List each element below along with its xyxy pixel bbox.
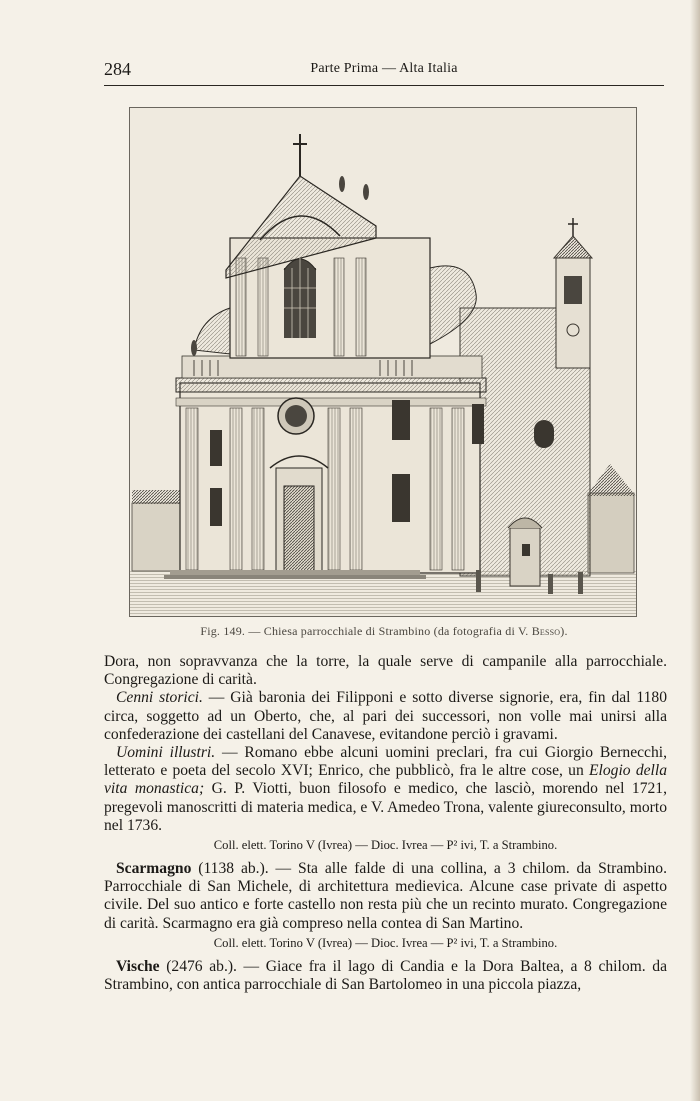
header-rule xyxy=(104,85,664,86)
text-cenni-storici: — Già baronia dei Filipponi e sotto diverse signorie, era, fin dal 1180 circa, soggetto ad un Oberto, che, al pari dei successori, non volle mai unirsi alla confederazione dei castellani del Canavese, evitandone perciò i gravami. xyxy=(104,689,667,743)
page-header xyxy=(104,57,664,85)
paragraph-cenni-storici xyxy=(104,689,667,744)
paragraph-uomini-illustri xyxy=(104,744,667,835)
text-scarmagno: (1138 ab.). — Sta alle falde di una collina, a 3 chilom. da Strambino. Parrocchiale di San Michele, di architettura medievica. Alcune case private di aspetto civile. Del suo antico e forte castello non resta più che un recinto murato. Congregazione di carità. Scarmagno era già compreso nella contea di San Martino. xyxy=(104,860,667,932)
body-text xyxy=(104,653,667,994)
heading-scarmagno: Scarmagno xyxy=(116,860,192,878)
paragraph-scarmagno xyxy=(104,860,667,933)
heading-cenni-storici: Cenni storici. xyxy=(116,689,203,707)
text-vische: (2476 ab.). — Giace fra il lago di Candia e la Dora Baltea, a 8 chilom. da Strambino, con antica parrocchiale di San Bartolomeo in una piccola piazza, xyxy=(104,957,667,994)
heading-vische: Vische xyxy=(116,957,160,975)
paragraph-dora: Dora, non sopravvanza che la torre, la quale serve di campanile alla parrocchiale. Congregazione di carità. xyxy=(104,653,667,689)
paragraph-vische xyxy=(104,958,667,994)
binding-shadow xyxy=(690,0,700,1101)
heading-uomini-illustri: Uomini illustri. xyxy=(116,744,216,762)
caption-prefix: Fig. 149. — Chiesa parrocchiale di Strambino (da fotografia di V. xyxy=(200,624,532,638)
running-title: Parte Prima — Alta Italia xyxy=(310,61,458,76)
reference-line-2: Coll. elett. Torino V (Ivrea) — Dioc. Ivrea — P² ivi, T. a Strambino. xyxy=(213,935,558,950)
page-number: 284 xyxy=(104,59,131,79)
church-engraving xyxy=(129,107,637,617)
book-title-elogio: Elogio della vita monastica; xyxy=(104,762,667,798)
church-illustration xyxy=(130,108,636,616)
text-uomini-a: — Romano ebbe alcuni uomini preclari, fra cui Giorgio Bernecchi, letterato e poeta del secolo XVI; Enrico, che pubblicò, fra le altre cose, un xyxy=(104,744,667,780)
caption-suffix: ). xyxy=(560,624,568,638)
text-uomini-b: G. P. Viotti, buon filosofo e medico, che lasciò, morendo nel 1721, pregevoli manoscritti di materia medica, e V. Amedeo Trona, valente giureconsulto, morto nel 1736. xyxy=(104,780,667,834)
figure-caption xyxy=(104,624,664,639)
reference-line-1: Coll. elett. Torino V (Ivrea) — Dioc. Ivrea — P² ivi, T. a Strambino. xyxy=(213,838,558,853)
caption-author: Besso xyxy=(531,624,561,638)
